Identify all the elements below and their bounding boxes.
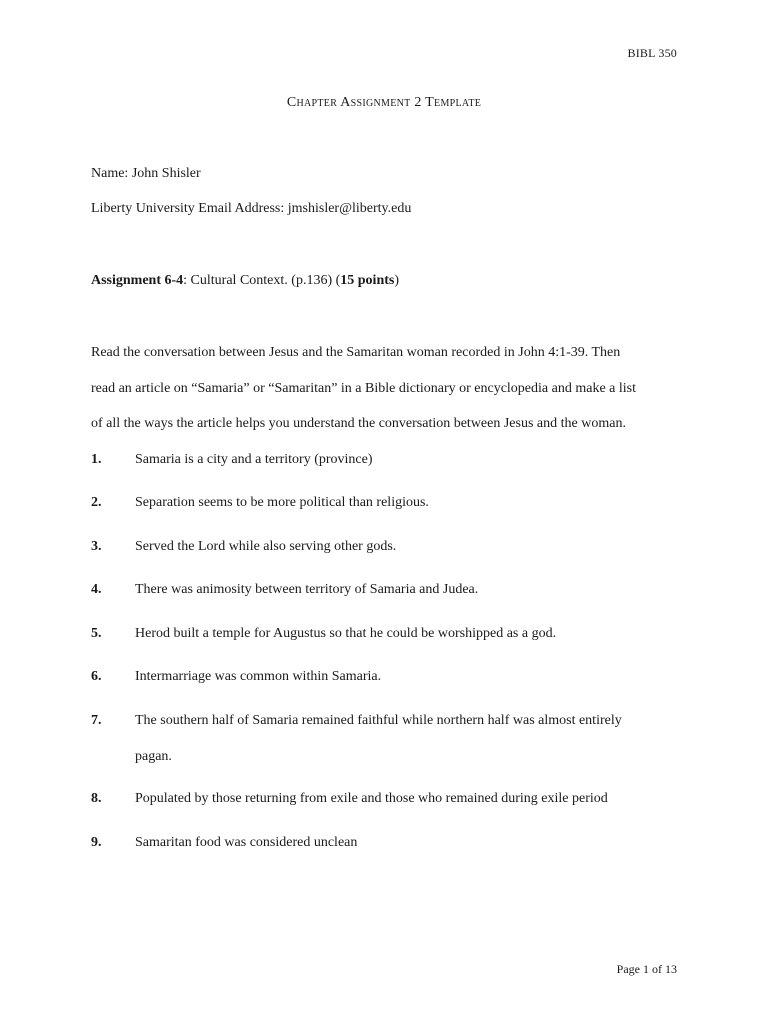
assignment-description: : Cultural Context. (p.136) ( (183, 273, 341, 288)
page-title: Chapter Assignment 2 Template (286, 95, 482, 110)
list-item-text (135, 703, 675, 774)
course-code: BIBL 350 (627, 46, 677, 60)
name-label: Name: (91, 166, 129, 181)
assignment-line (91, 273, 399, 289)
list-item-text: Separation seems to be more political than religious. (135, 495, 429, 510)
list-item-number: 7. (91, 713, 102, 728)
list-item-text: Served the Lord while also serving other gods. (135, 539, 397, 554)
instructions-paragraph (91, 335, 691, 442)
list-item-number: 8. (91, 791, 102, 806)
list-item-number: 6. (91, 669, 102, 684)
email-line (91, 201, 411, 217)
list-item-number: 4. (91, 582, 102, 597)
list-item-number: 1. (91, 452, 102, 467)
instructions-line-1: Read the conversation between Jesus and the Samaritan woman recorded in John 4:1-39. Then (91, 345, 621, 360)
name-value: John Shisler (131, 166, 201, 181)
list-item-text-line-2: pagan. (135, 748, 172, 764)
email-label: Liberty University Email Address: (91, 201, 285, 216)
list-item-number: 3. (91, 539, 102, 554)
list-item-text: There was animosity between territory of Samaria and Judea. (135, 582, 479, 597)
list-item-text: Populated by those returning from exile and those who remained during exile period (135, 791, 608, 806)
list-item-number: 9. (91, 835, 102, 850)
list-item-number: 2. (91, 495, 102, 510)
list-item-text: Samaritan food was considered unclean (135, 835, 358, 850)
instructions-line-2: read an article on “Samaria” or “Samaritan” in a Bible dictionary or encyclopedia and make a list (91, 380, 636, 396)
list-item-number: 5. (91, 626, 102, 641)
page-number: Page 1 of 13 (616, 962, 677, 976)
instructions-line-3: of all the ways the article helps you understand the conversation between Jesus and the woman. (91, 416, 626, 431)
list-item-text-line-1: The southern half of Samaria remained faithful while northern half was almost entirely (135, 713, 622, 728)
name-line (91, 166, 201, 182)
list-item-text: Herod built a temple for Augustus so that he could be worshipped as a god. (135, 626, 557, 641)
assignment-label: Assignment 6-4 (91, 273, 184, 288)
assignment-close: ) (394, 273, 400, 288)
email-value: jmshisler@liberty.edu (287, 201, 412, 216)
assignment-points: 15 points (340, 273, 395, 288)
list-item-text: Intermarriage was common within Samaria. (135, 669, 382, 684)
list-item-text: Samaria is a city and a territory (province) (135, 452, 373, 467)
